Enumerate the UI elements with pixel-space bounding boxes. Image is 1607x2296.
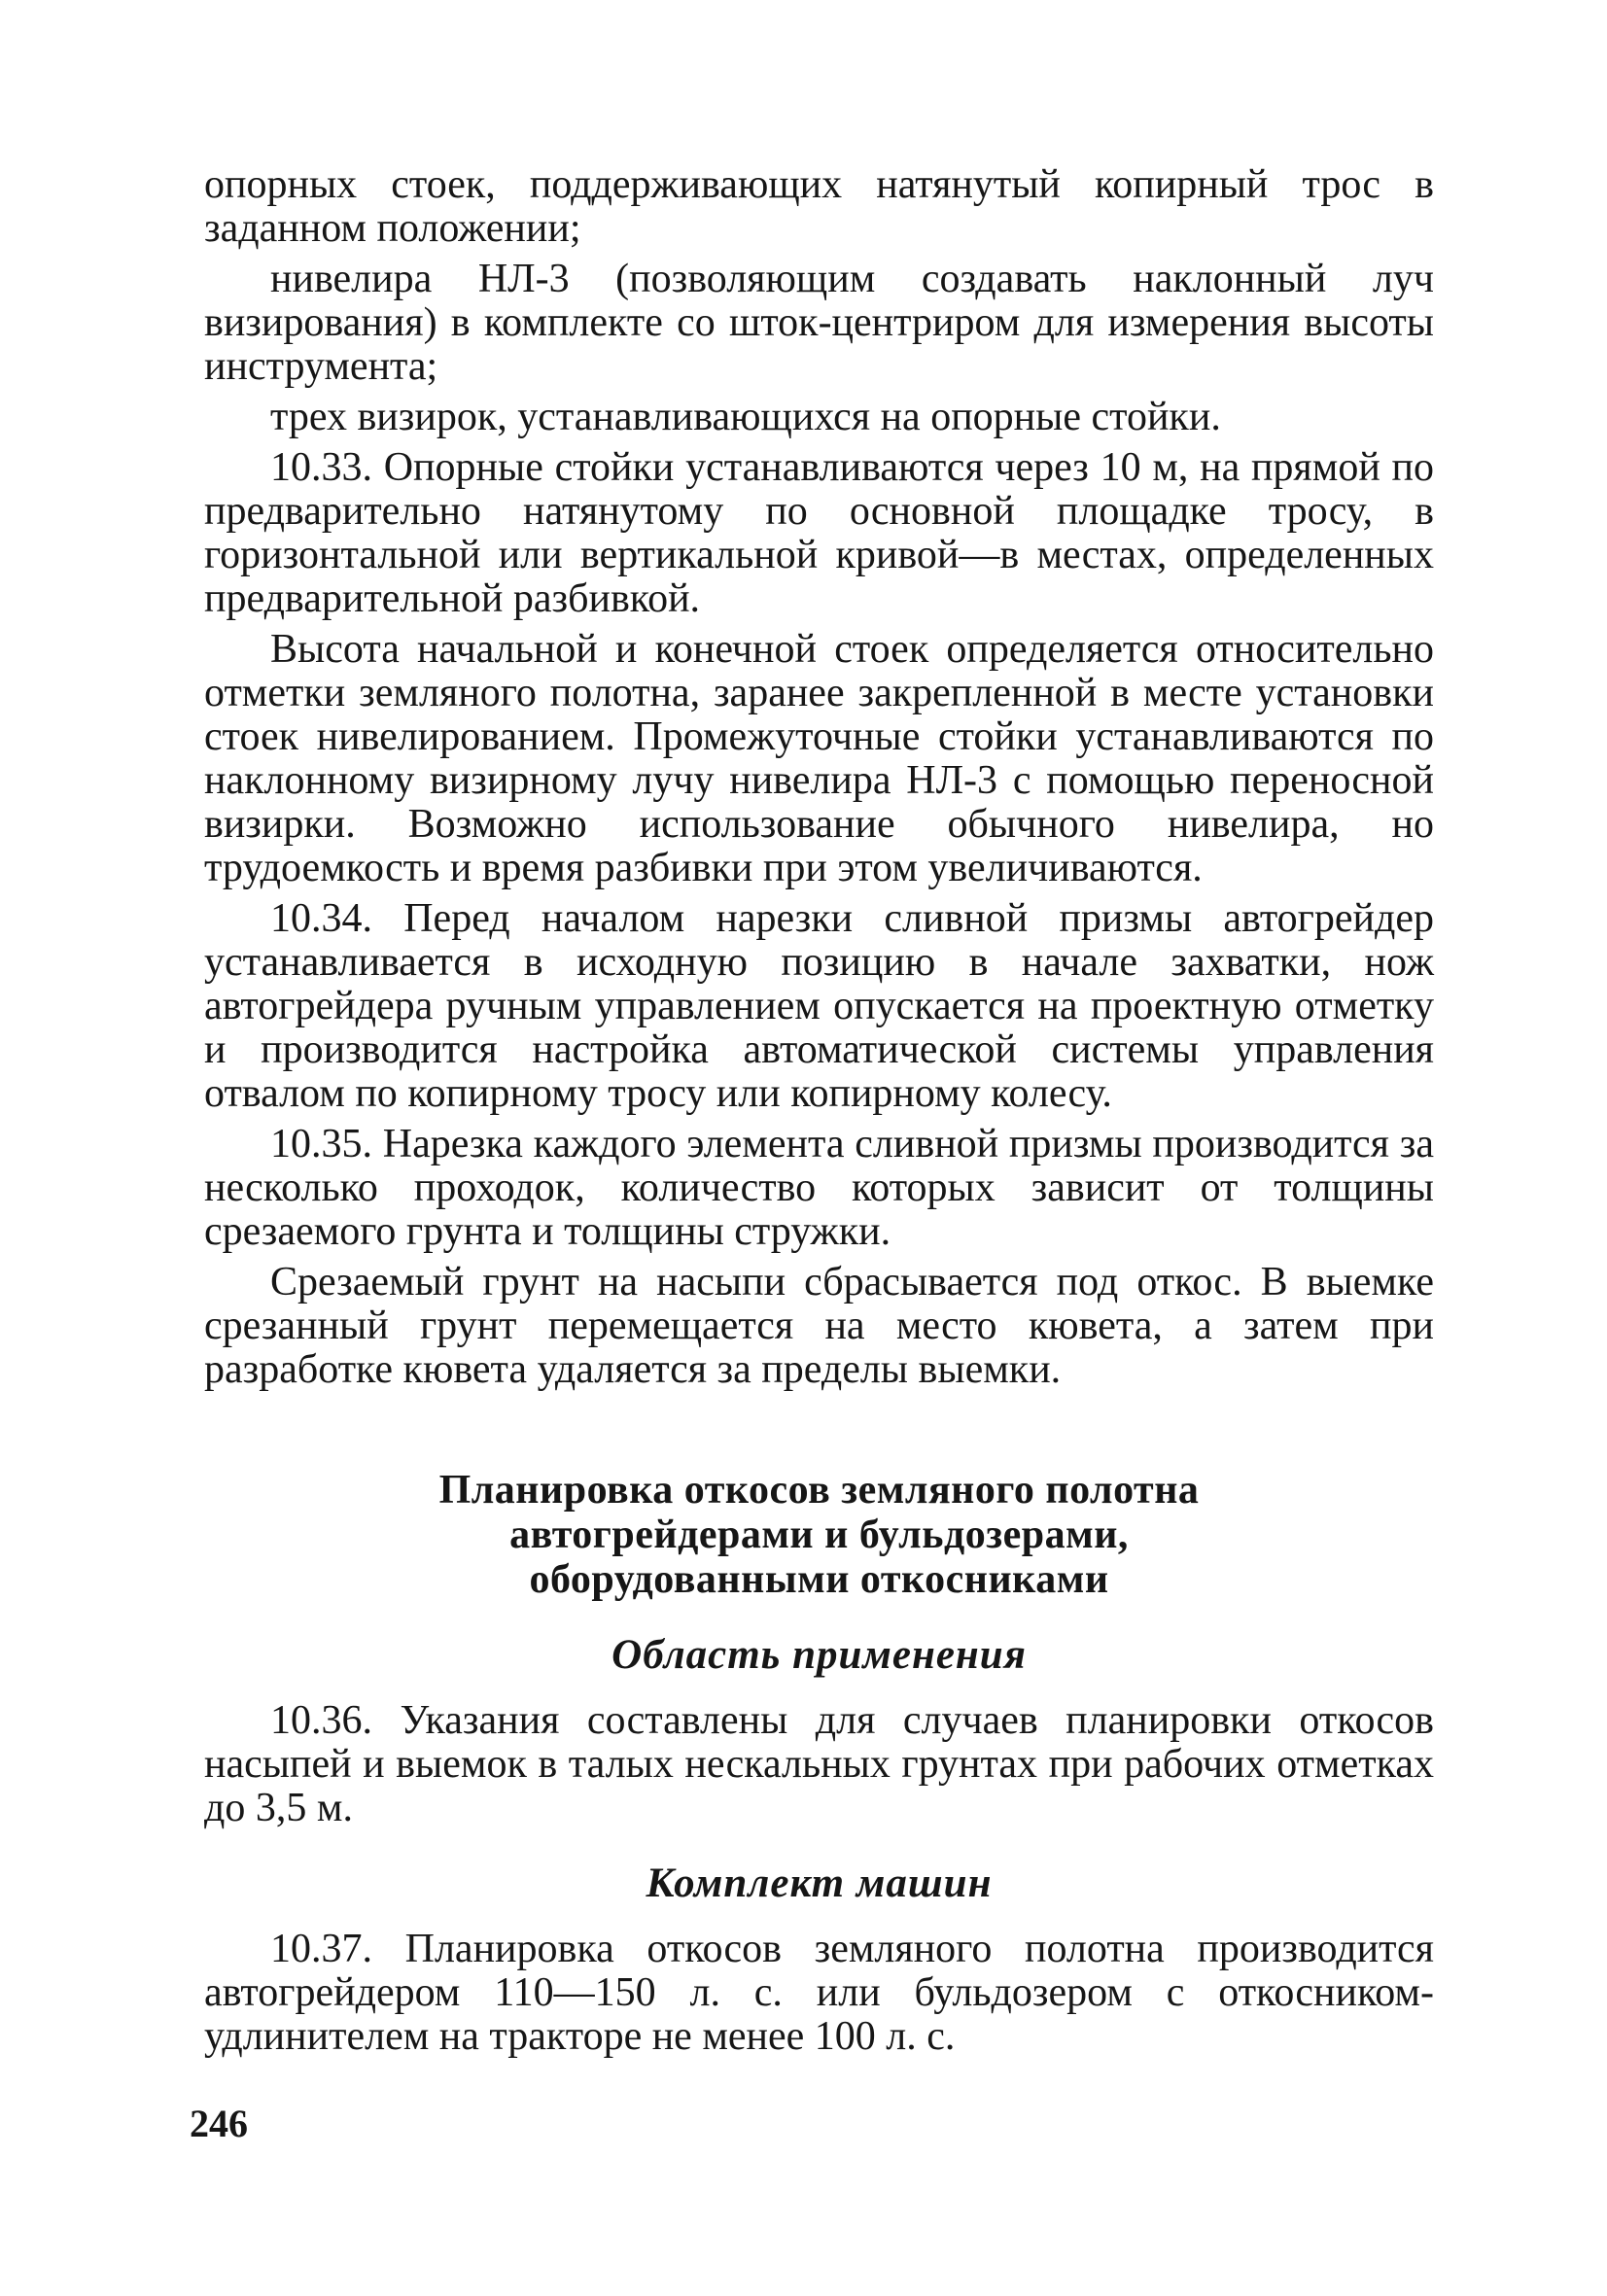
document-page (204, 163, 1434, 2059)
paragraph-cut-soil: Срезаемый грунт на насыпи сбрасывается под откос. В выемке срезанный грунт перемещается на место кювета, а затем при разработке кювета удаляется за пределы выемки. (204, 1260, 1434, 1392)
paragraph-support-posts: опорных стоек, поддерживающих натянутый копирный трос в заданном положении; (204, 162, 1434, 251)
paragraph-10-34: 10.34. Перед началом нарезки сливной призмы автогрейдер устанавливается в исходную позицию в начале захватки, нож автогрейдера ручным управлением опускается на проектную отметку и производится настройка автоматической системы управления отвалом по копирному тросу или копирному колесу. (204, 896, 1434, 1116)
paragraph-10-33: 10.33. Опорные стойки устанавливаются через 10 м, на прямой по предварительно натянутому по основной площадке тросу, в горизонтальной или вертикальной кривой—в местах, определенных предварительной разбивкой. (204, 445, 1434, 621)
subheading-scope: Область применения (611, 1632, 1027, 1678)
paragraph-post-height: Высота начальной и конечной стоек определяется относительно отметки земляного полотна, заранее закрепленной в месте установки стоек нивелированием. Промежуточные стойки устанавливаются по наклонному визирному лучу нивелира НЛ-3 с помощью переносной визирки. Возможно использование обычного нивелира, но трудоемкость и время разбивки при этом увеличиваются. (204, 627, 1434, 890)
subheading-machine-set: Комплект машин (646, 1861, 993, 1906)
section-heading-line-3: оборудованными откосниками (529, 1557, 1109, 1602)
paragraph-10-37: 10.37. Планировка откосов земляного полотна производится автогрейдером 110—150 л. с. или бульдозером с откосником-удлинителем на тракторе не менее 100 л. с. (204, 1927, 1434, 2059)
paragraph-three-sights: трех визирок, устанавливающихся на опорные стойки. (270, 395, 1221, 439)
section-heading-line-2: автогрейдерами и бульдозерами, (509, 1513, 1129, 1557)
section-heading (204, 1468, 1434, 1602)
paragraph-10-36: 10.36. Указания составлены для случаев планировки откосов насыпей и выемок в талых нескальных грунтах при рабочих отметках до 3,5 м. (204, 1698, 1434, 1830)
paragraph-level-nl3: нивелира НЛ-3 (позволяющим создавать наклонный луч визирования) в комплекте со шток-центриром для измерения высоты инструмента; (204, 257, 1434, 389)
page-number: 246 (190, 2102, 248, 2145)
paragraph-10-35: 10.35. Нарезка каждого элемента сливной призмы производится за несколько проходок, количество которых зависит от толщины срезаемого грунта и толщины стружки. (204, 1122, 1434, 1254)
section-heading-line-1: Планировка откосов земляного полотна (438, 1468, 1200, 1513)
